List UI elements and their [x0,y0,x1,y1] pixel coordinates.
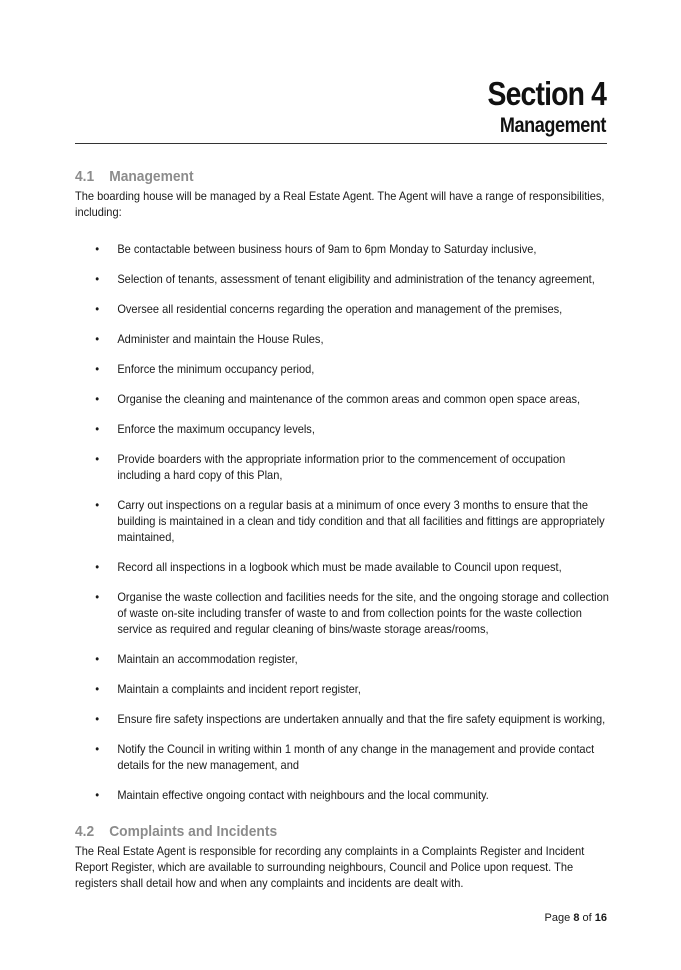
page-of: of [582,912,592,924]
bullet-dot-icon: • [95,302,100,316]
bullet-item [75,497,610,545]
bullet-dot-icon: • [95,422,100,436]
bullet-text: Organise the cleaning and maintenance of the common areas and common open space areas, [117,392,581,406]
bullet-dot-icon: • [95,560,100,574]
bullet-text: Organise the waste collection and facilities needs for the site, and the ongoing storage and collection of waste on-site including transfer of waste to and from collection points for the waste collection service as required and regular cleaning of bins/waste storage areas/rooms, [117,590,609,636]
bullet-dot-icon: • [95,590,100,604]
complaints-paragraph: The Real Estate Agent is responsible for recording any complaints in a Complaints Register and Incident Report Register, which are available to surrounding neighbours, Council and Police upon request. The registers shall detail how and when any complaints and incidents are dealt with. [75,844,585,890]
page-current: 8 [573,912,580,924]
section-header [75,74,606,138]
bullet-item [75,421,610,437]
bullet-item [75,361,610,377]
heading-4-2 [75,821,610,843]
section-subtitle: Management [499,114,606,137]
heading-title: Complaints and Incidents [109,823,278,840]
bullet-dot-icon: • [95,242,100,256]
bullet-text: Maintain effective ongoing contact with neighbours and the local community. [117,788,489,802]
header-rule [75,143,607,144]
bullet-item [75,271,610,287]
bullet-text: Maintain an accommodation register, [117,652,298,666]
bullet-dot-icon: • [95,332,100,346]
bullet-text: Selection of tenants, assessment of tenant eligibility and administration of the tenancy agreement, [117,272,595,286]
bullet-item [75,451,610,483]
page-total: 16 [594,912,607,924]
bullet-text: Enforce the minimum occupancy period, [117,362,315,376]
heading-number: 4.2 [75,823,95,840]
bullet-item [75,241,610,257]
page-footer [545,912,607,924]
page-label: Page [544,912,571,924]
bullet-text: Enforce the maximum occupancy levels, [117,422,315,436]
bullet-item [75,681,610,697]
bullet-text: Ensure fire safety inspections are undertaken annually and that the fire safety equipment is working, [117,712,606,726]
bullet-dot-icon: • [95,652,100,666]
bullet-dot-icon: • [95,712,100,726]
bullet-item [75,559,610,575]
bullet-dot-icon: • [95,392,100,406]
section-title: Section 4 [487,75,606,112]
responsibility-list [75,241,610,803]
bullet-dot-icon: • [95,362,100,376]
bullet-item [75,301,610,317]
page-content [75,166,611,891]
bullet-text: Provide boarders with the appropriate information prior to the commencement of occupation including a hard copy of this Plan, [117,452,566,482]
heading-title: Management [109,168,194,185]
heading-number: 4.1 [75,168,95,185]
bullet-text: Be contactable between business hours of 9am to 6pm Monday to Saturday inclusive, [117,242,537,256]
heading-4-1 [75,166,610,188]
bullet-item [75,589,610,637]
bullet-item [75,331,610,347]
bullet-dot-icon: • [95,742,100,756]
bullet-item [75,651,610,667]
bullet-item [75,787,610,803]
bullet-dot-icon: • [95,272,100,286]
bullet-text: Oversee all residential concerns regarding the operation and management of the premises, [117,302,563,316]
bullet-text: Notify the Council in writing within 1 month of any change in the management and provide contact details for the new management, and [117,742,595,772]
bullet-dot-icon: • [95,788,100,802]
bullet-text: Record all inspections in a logbook which must be made available to Council upon request, [117,560,562,574]
bullet-item [75,741,610,773]
bullet-item [75,711,610,727]
bullet-text: Administer and maintain the House Rules, [117,332,324,346]
bullet-item [75,391,610,407]
bullet-text: Carry out inspections on a regular basis at a minimum of once every 3 months to ensure that the building is maintained in a clean and tidy condition and that all facilities and fittings are appropriately maintained, [117,498,605,544]
bullet-dot-icon: • [95,498,100,512]
bullet-dot-icon: • [95,682,100,696]
bullet-text: Maintain a complaints and incident report register, [117,682,361,696]
intro-paragraph: The boarding house will be managed by a Real Estate Agent. The Agent will have a range of responsibilities, including: [75,189,605,219]
bullet-dot-icon: • [95,452,100,466]
